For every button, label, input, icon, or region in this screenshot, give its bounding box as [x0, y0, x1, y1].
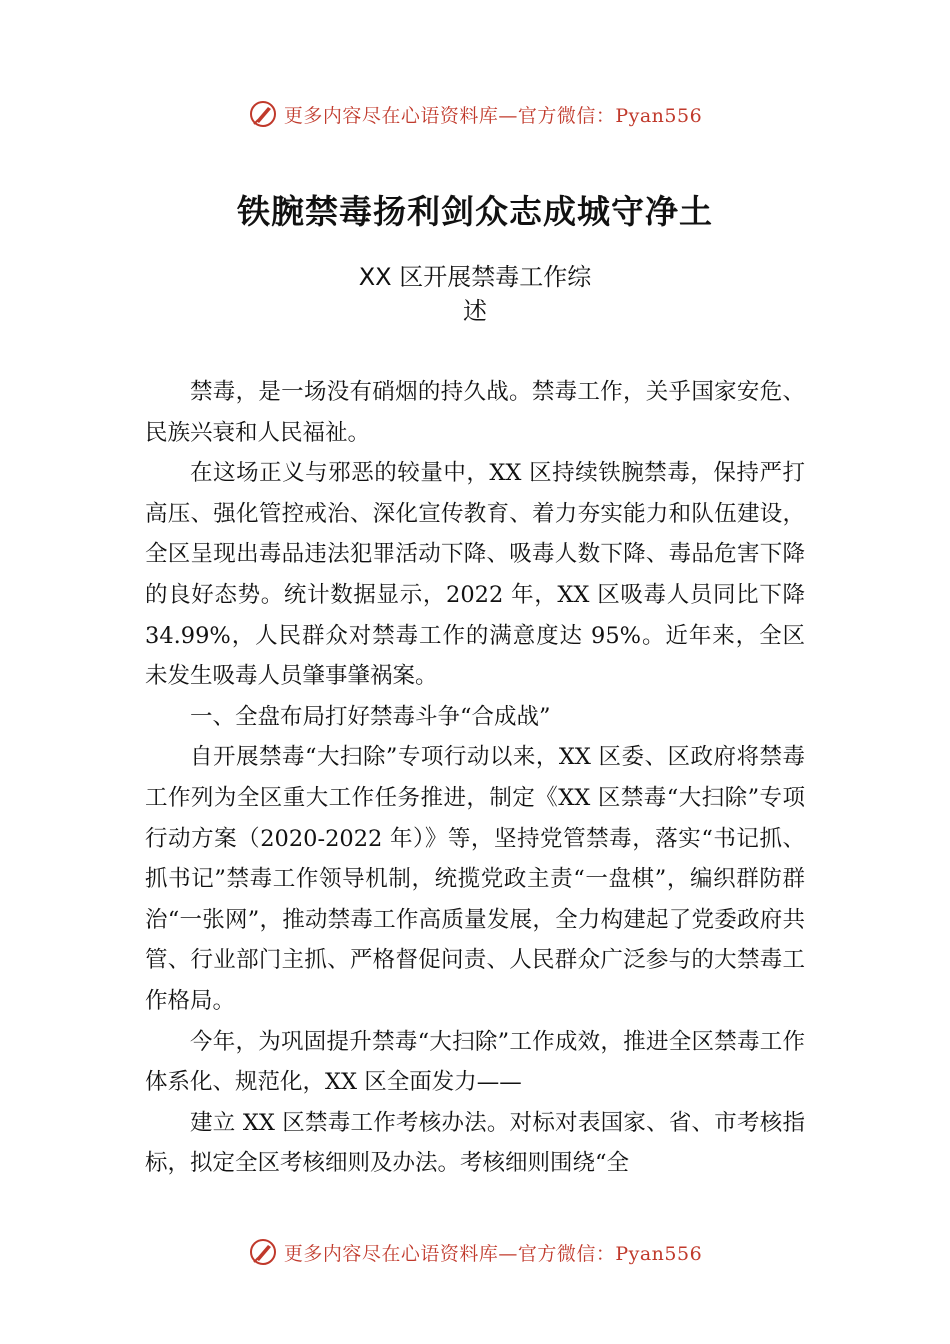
paragraph: 在这场正义与邪恶的较量中，XX 区持续铁腕禁毒，保持严打高压、强化管控戒治、深化宣传教育、着力夯实能力和队伍建设，全区呈现出毒品违法犯罪活动下降、吸毒人数下降、毒品危害下降的良好态势。统计数据显示，2022 年，XX 区吸毒人员同比下降 34.99%，人民群众对禁毒工作的满意度达 95%。近年来，全区未发生吸毒人员肇事肇祸案。 — [145, 460, 805, 690]
subtitle-line-2: 述 — [463, 297, 487, 325]
paragraph: 建立 XX 区禁毒工作考核办法。对标对表国家、省、市考核指标，拟定全区考核细则及办法。考核细则围绕“全 — [145, 1109, 805, 1177]
document-subtitle — [0, 260, 950, 328]
section-heading: 一、全盘布局打好禁毒斗争“合成战” — [190, 703, 551, 730]
paragraph: 自开展禁毒“大扫除”专项行动以来，XX 区委、区政府将禁毒工作列为全区重大工作任务推进，制定《XX 区禁毒“大扫除”专项行动方案（2020-2022 年）》等，坚持党管禁毒，落实“书记抓、抓书记”禁毒工作领导机制，统揽党政主责“一盘棋”，编织群防群治“一张网”，推动禁毒工作高质量发展，全力构建起了党委政府共管、行业部门主抓、严格督促问责、人民群众广泛参与的大禁毒工作格局。 — [145, 744, 805, 1014]
document-title: 铁腕禁毒扬利剑众志成城守净土 — [237, 192, 713, 231]
paragraph: 今年，为巩固提升禁毒“大扫除”工作成效，推进全区禁毒工作体系化、规范化，XX 区全面发力—— — [145, 1028, 805, 1096]
paragraph: 禁毒，是一场没有硝烟的持久战。禁毒工作，关乎国家安危、民族兴衰和人民福祉。 — [145, 379, 805, 446]
quill-seal-icon — [248, 1237, 278, 1267]
subtitle-line-1: XX 区开展禁毒工作综 — [358, 263, 592, 291]
header-watermark — [0, 94, 950, 134]
quill-seal-icon — [248, 99, 278, 129]
footer-watermark — [0, 1232, 950, 1272]
watermark-text: 更多内容尽在心语资料库—官方微信：Pyan556 — [283, 104, 703, 127]
watermark-text: 更多内容尽在心语资料库—官方微信：Pyan556 — [283, 1242, 703, 1265]
document-body — [145, 372, 805, 1184]
